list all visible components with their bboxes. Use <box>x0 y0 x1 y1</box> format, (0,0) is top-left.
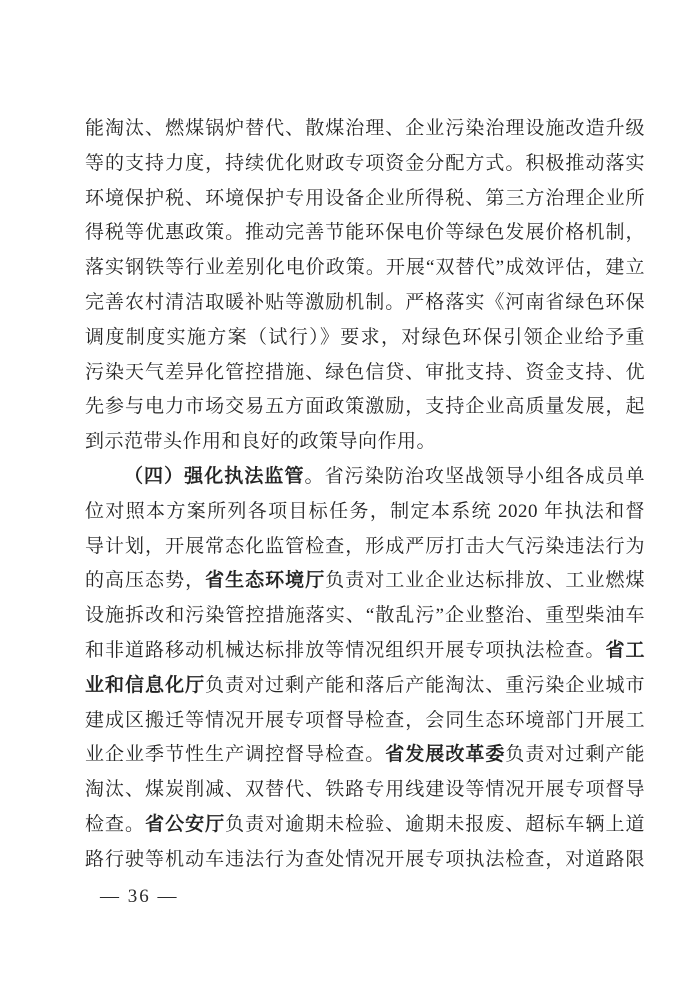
text-line <box>85 669 645 704</box>
body-text: 得税等优惠政策。推动完善节能环保电价等绿色发展价格机制， <box>85 222 645 244</box>
text-line <box>85 251 645 286</box>
body-text: 位对照本方案所列各项目标任务，制定本系统 2020 年执法和督 <box>85 500 645 522</box>
text-line <box>85 634 645 669</box>
text-line <box>85 495 645 530</box>
text-line <box>85 843 645 878</box>
body-text: 的高压态势， <box>85 570 206 592</box>
text-line <box>85 808 645 843</box>
text-block <box>85 112 645 878</box>
text-line <box>85 321 645 356</box>
emphasis-text: 省生态环境厅 <box>205 570 326 592</box>
body-text: 污染天气差异化管控措施、绿色信贷、审批支持、资金支持、优 <box>85 361 645 383</box>
emphasis-text: 省工 <box>605 639 645 661</box>
body-text: 环境保护税、环境保护专用设备企业所得税、第三方治理企业所 <box>85 187 645 209</box>
body-text: 负责对工业企业达标排放、工业燃煤 <box>325 570 645 592</box>
text-line <box>85 390 645 425</box>
body-text: 。省污染防治攻坚战领导小组各成员单 <box>304 465 645 487</box>
text-line <box>85 147 645 182</box>
page-number: — 36 — <box>100 886 179 907</box>
body-text: 业企业季节性生产调控督导检查。 <box>85 744 386 766</box>
body-text: 导计划，开展常态化监管检查，形成严厉打击大气污染违法行为 <box>85 535 645 557</box>
text-line <box>85 599 645 634</box>
body-text: 建成区搬迁等情况开展专项督导检查，会同生态环境部门开展工 <box>85 709 645 731</box>
text-line <box>85 112 645 147</box>
emphasis-text: （四）强化执法监管 <box>124 465 305 487</box>
body-text: 检查。 <box>85 813 146 835</box>
text-line <box>85 773 645 808</box>
text-line <box>85 738 645 773</box>
body-text: 到示范带头作用和良好的政策导向作用。 <box>85 431 437 453</box>
emphasis-text: 省发展改革委 <box>385 744 506 766</box>
body-text: 落实钢铁等行业差别化电价政策。开展“双替代”成效评估，建立 <box>85 257 645 279</box>
text-line <box>85 460 645 495</box>
body-text: 完善农村清洁取暖补贴等激励机制。严格落实《河南省绿色环保 <box>85 291 645 313</box>
text-line <box>85 704 645 739</box>
body-text: 路行驶等机动车违法行为查处情况开展专项执法检查，对道路限 <box>85 848 645 870</box>
text-line <box>85 286 645 321</box>
emphasis-text: 省公安厅 <box>145 813 226 835</box>
body-text: 负责对过剩产能 <box>505 744 645 766</box>
body-text: 先参与电力市场交易五方面政策激励，支持企业高质量发展，起 <box>85 396 645 418</box>
text-line <box>85 530 645 565</box>
emphasis-text: 业和信息化厅 <box>85 674 206 696</box>
text-line <box>85 425 645 460</box>
text-line <box>85 564 645 599</box>
body-text: 调度制度实施方案（试行）》要求，对绿色环保引领企业给予重 <box>85 326 645 348</box>
body-text: 能淘汰、燃煤锅炉替代、散煤治理、企业污染治理设施改造升级 <box>85 118 645 139</box>
body-text: 淘汰、煤炭削减、双替代、铁路专用线建设等情况开展专项督导 <box>85 779 645 801</box>
body-text: 负责对逾期未检验、逾期未报废、超标车辆上道 <box>225 813 645 835</box>
body-text: 等的支持力度，持续优化财政专项资金分配方式。积极推动落实 <box>85 152 645 174</box>
text-line <box>85 216 645 251</box>
text-line <box>85 356 645 391</box>
body-text: 设施拆改和污染管控措施落实、“散乱污”企业整治、重型柴油车 <box>85 605 645 627</box>
body-text: 负责对过剩产能和落后产能淘汰、重污染企业城市 <box>205 674 645 696</box>
body-text: 和非道路移动机械达标排放等情况组织开展专项执法检查。 <box>85 639 606 661</box>
text-line <box>85 182 645 217</box>
